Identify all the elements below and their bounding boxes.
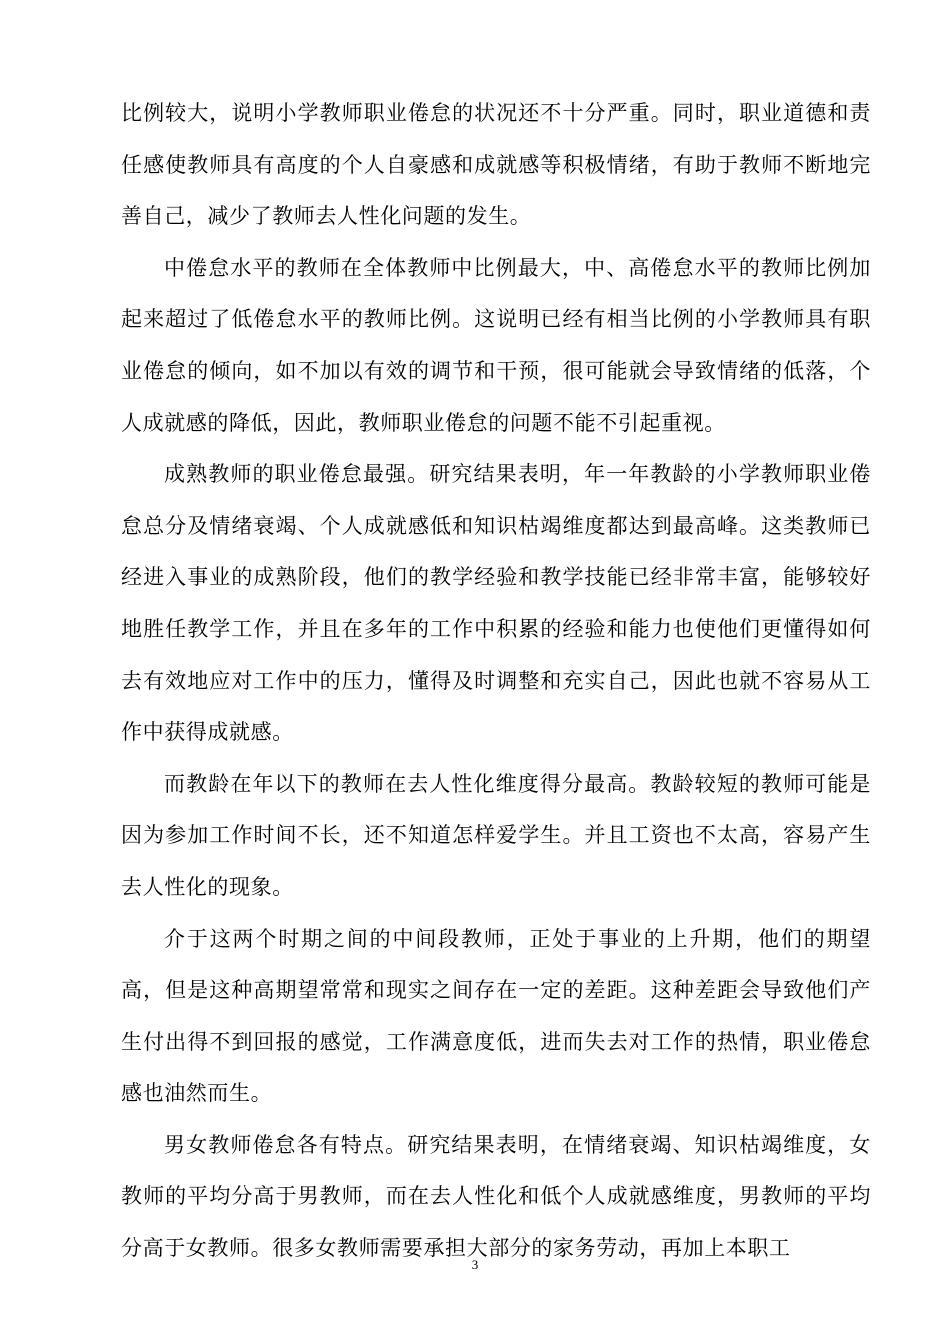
paragraph-mature-teachers: 成熟教师的职业倦怠最强。研究结果表明，年一年教龄的小学教师职业倦怠总分及情绪衰竭、个人成就感低和知识枯竭维度都达到最高峰。这类教师已经进入事业的成熟阶段，他们的教学经验和教学技能已经非常丰富，能够较好地胜任教学工作，并且在多年的工作中积累的经验和能力也使他们更懂得如何去有效地应对工作中的压力，懂得及时调整和充实自己，因此也就不容易从工作中获得成就感。 [121,462,871,745]
document-body [121,88,871,1275]
paragraph-middle-teachers: 介于这两个时期之间的中间段教师，正处于事业的上升期，他们的期望高，但是这种高期望常常和现实之间存在一定的差距。这种差距会导致他们产生付出得不到回报的感觉，工作满意度低，进而失去对工作的热情，职业倦怠感也油然而生。 [121,926,871,1106]
paragraph-continuation: 比例较大，说明小学教师职业倦怠的状况还不十分严重。同时，职业道德和责任感使教师具有高度的个人自豪感和成就感等积极情绪，有助于教师不断地完善自己，减少了教师去人性化问题的发生。 [121,101,871,229]
paragraph-gender-differences: 男女教师倦怠各有特点。研究结果表明，在情绪衰竭、知识枯竭维度，女教师的平均分高于男教师，而在去人性化和低个人成就感维度，男教师的平均分高于女教师。很多女教师需要承担大部分的家务劳动，再加上本职工 [121,1132,871,1261]
page-number: 3 [471,1257,479,1272]
paragraph-burnout-level: 中倦怠水平的教师在全体教师中比例最大，中、高倦怠水平的教师比例加起来超过了低倦怠水平的教师比例。这说明已经有相当比例的小学教师具有职业倦怠的倾向，如不加以有效的调节和干预，很可能就会导致情绪的低落，个人成就感的降低，因此，教师职业倦怠的问题不能不引起重视。 [121,255,871,435]
paragraph-junior-teachers: 而教龄在年以下的教师在去人性化维度得分最高。教龄较短的教师可能是因为参加工作时间不长，还不知道怎样爱学生。并且工资也不太高，容易产生去人性化的现象。 [121,771,871,899]
